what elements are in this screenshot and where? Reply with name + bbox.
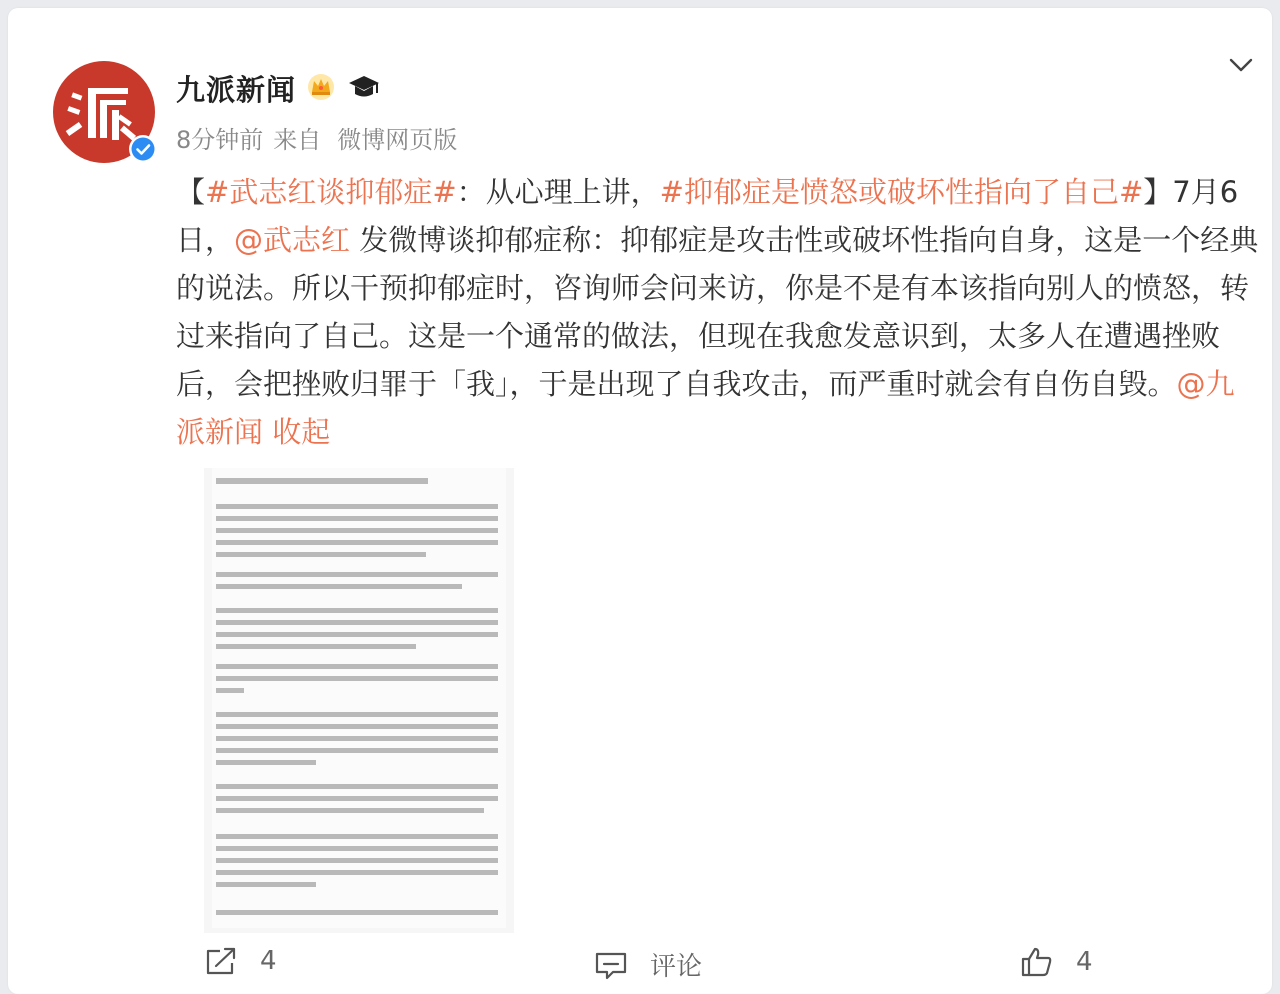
bracket-open: 【: [176, 175, 206, 209]
hashtag-link[interactable]: #抑郁症是愤怒或破坏性指向了自己#: [659, 175, 1144, 209]
author-name[interactable]: 九派新闻: [176, 73, 297, 107]
chevron-down-icon[interactable]: [1226, 52, 1256, 78]
post-meta: [176, 120, 467, 155]
post-time[interactable]: 8分钟前: [176, 126, 264, 154]
thumbs-up-icon: [1020, 946, 1054, 978]
action-bar: [8, 936, 1272, 994]
post-source: 微博网页版: [337, 126, 458, 154]
comment-label: 评论: [650, 952, 703, 982]
repost-button[interactable]: [204, 946, 277, 976]
hashtag-link[interactable]: #武志红谈抑郁症#: [205, 175, 457, 209]
mention-link[interactable]: @九派新闻: [176, 367, 1235, 449]
author-avatar[interactable]: [52, 60, 156, 164]
post-body: [176, 168, 1261, 456]
document-screenshot: [212, 468, 506, 928]
collapse-link[interactable]: 收起: [263, 415, 331, 449]
crown-badge-icon[interactable]: [306, 72, 336, 102]
like-count: 4: [1076, 947, 1093, 977]
post-text-segment: ：从心理上讲，: [456, 175, 660, 209]
from-label: 来自: [273, 126, 322, 154]
weibo-post-card: [8, 8, 1272, 994]
verified-badge-icon: [128, 134, 158, 164]
comment-icon: [594, 950, 628, 980]
post-text-segment: 发微博谈抑郁症称：抑郁症是攻击性或破坏性指向自身，这是一个经典的说法。所以干预抑郁症时，咨询师会问来访，你是不是有本该指向别人的愤怒，转过来指向了自己。这是一个通常的做法，但现在我愈发意识到，太多人在遭遇挫败后，会把挫败归罪于「我」，于是出现了自我攻击，而严重时就会有自伤自毁。: [176, 223, 1259, 401]
post-image[interactable]: [204, 468, 514, 933]
mention-link[interactable]: @武志红: [234, 223, 351, 257]
repost-icon: [204, 946, 238, 976]
graduation-cap-icon[interactable]: [346, 72, 382, 102]
comment-button[interactable]: [594, 946, 702, 983]
post-text-segment: 】7月6日，: [176, 175, 1239, 257]
like-button[interactable]: [1020, 946, 1093, 978]
repost-count: 4: [260, 946, 277, 976]
